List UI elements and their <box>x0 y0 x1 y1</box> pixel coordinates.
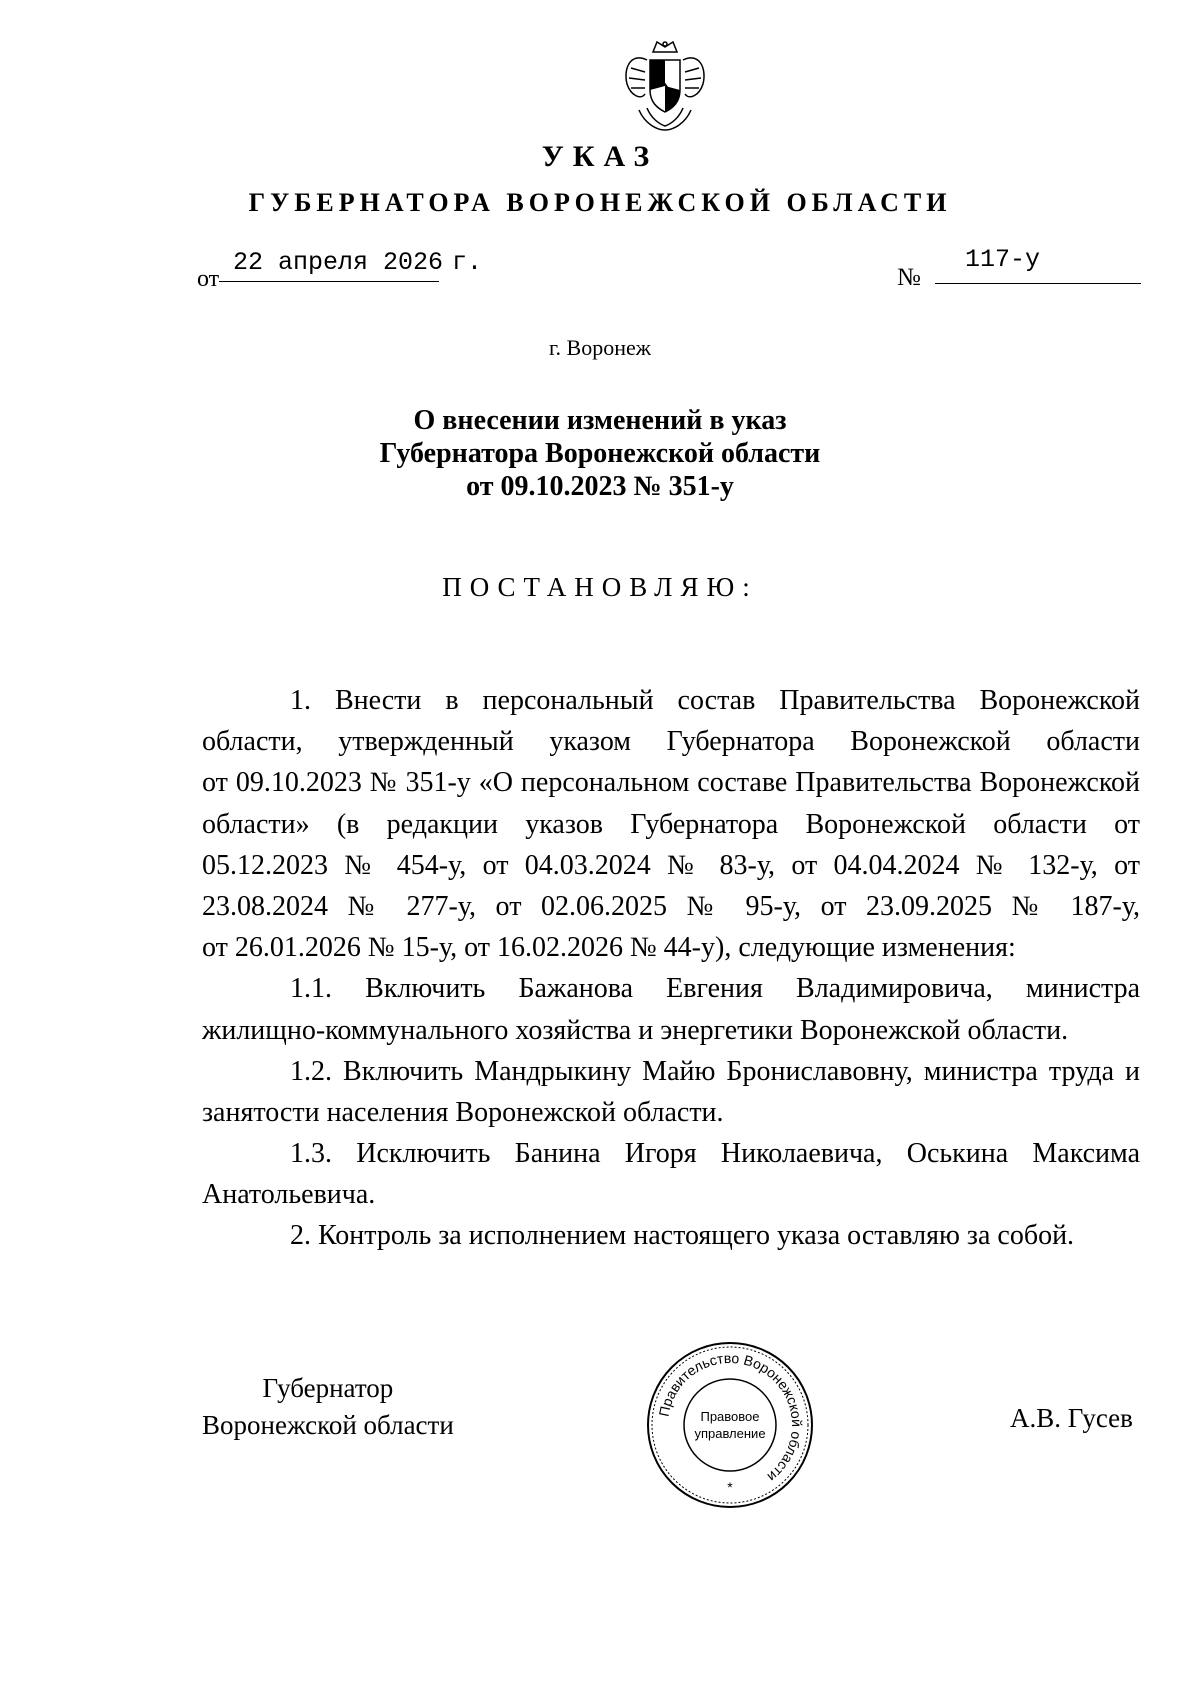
official-seal-icon <box>645 1340 815 1510</box>
number-sign: № <box>897 264 921 291</box>
body-line: 23.08.2024 № 277-у, от 02.06.2025 № 95-у, от 23.09.2025 № 187-у, <box>202 890 1140 922</box>
document-number: 117-у <box>965 245 1041 274</box>
body-line: от 09.10.2023 № 351-у «О персональном составе Правительства Воронежской <box>202 767 1140 799</box>
seal-star: * <box>727 1479 733 1495</box>
body-line: Анатольевича. <box>202 1179 376 1211</box>
date-underline <box>219 281 439 282</box>
document-date: 22 апреля 2026 <box>233 248 444 277</box>
signatory-name: А.В. Гусев <box>1010 1403 1133 1433</box>
body-line: занятости населения Воронежской области. <box>202 1096 724 1128</box>
subject-line: от 09.10.2023 № 351-у <box>466 471 734 502</box>
decree-word: ПОСТАНОВЛЯЮ: <box>442 572 758 602</box>
date-suffix: г. <box>452 248 483 277</box>
document-subject <box>0 404 1200 503</box>
seal-center-line: Правовое <box>700 1409 760 1424</box>
body-line: жилищно-коммунального хозяйства и энергетики Воронежской области. <box>202 1014 1069 1046</box>
body-line: 1.1. Включить Бажанова Евгения Владимировича, министра <box>290 973 1140 1005</box>
body-line: от 26.01.2026 № 15-у, от 16.02.2026 № 44-у), следующие изменения: <box>202 932 1016 964</box>
date-prefix: от <box>197 266 220 292</box>
signatory-title-line: Губернатор <box>262 1373 394 1403</box>
document-type-title: УКАЗ <box>541 140 659 173</box>
body-line: 1.3. Исключить Банина Игоря Николаевича, Оськина Максима <box>290 1138 1140 1170</box>
coat-of-arms-icon <box>617 38 713 134</box>
subject-line: Губернатора Воронежской области <box>379 438 821 469</box>
signatory-title-line: Воронежской области <box>202 1410 454 1440</box>
body-line: 2. Контроль за исполнением настоящего указа оставляю за собой. <box>290 1220 1075 1252</box>
seal-center-line: управление <box>694 1426 766 1441</box>
document-body <box>202 680 1140 1257</box>
number-underline <box>935 283 1141 284</box>
issuer-title: ГУБЕРНАТОРА ВОРОНЕЖСКОЙ ОБЛАСТИ <box>248 188 952 217</box>
body-line: 1. Внести в персональный состав Правительства Воронежской <box>290 685 1140 716</box>
body-line: 1.2. Включить Мандрыкину Майю Брониславовну, министра труда и <box>290 1055 1140 1087</box>
seal-ring-text: Правительство Воронежской области <box>655 1349 806 1486</box>
subject-line: О внесении изменений в указ <box>413 405 787 436</box>
city: г. Воронеж <box>549 335 651 360</box>
signatory-title <box>202 1370 454 1444</box>
body-line: области» (в редакции указов Губернатора Воронежской области от <box>202 808 1140 840</box>
body-line: 05.12.2023 № 454-у, от 04.03.2024 № 83-у, от 04.04.2024 № 132-у, от <box>202 849 1140 881</box>
body-line: области, утвержденный указом Губернатора Воронежской области <box>202 726 1140 758</box>
